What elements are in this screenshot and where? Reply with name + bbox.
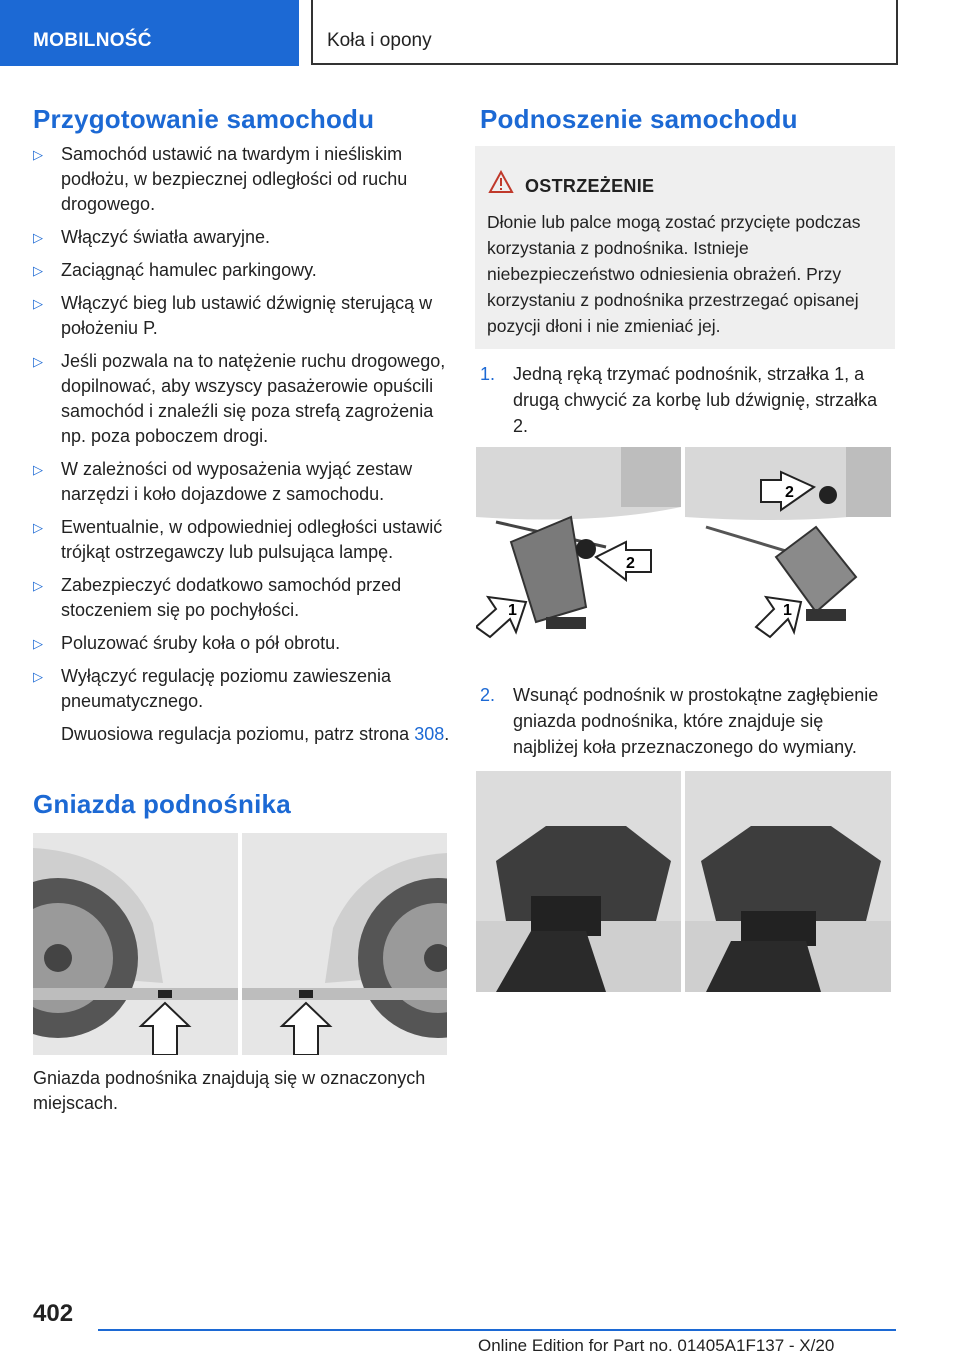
triangle-right-icon: ▷ [33, 230, 43, 245]
step-text: Jedną ręką trzymać podnośnik, strzałka 1, a drugą chwycić za korbę lub dźwignię, strzałka 2. [513, 364, 878, 436]
triangle-right-icon: ▷ [33, 669, 43, 684]
list-item: ▷ Samochód ustawić na twardym i nieśliskim podłożu, w bezpiecznej odległości od ruchu drogowego. [33, 144, 408, 214]
jack-placement-illustration [476, 771, 891, 992]
triangle-right-icon: ▷ [33, 354, 43, 369]
jack-placement-image [476, 771, 891, 992]
warning-triangle-icon [488, 170, 514, 194]
jack-points-caption: Gniazda podnośnika znajdują się w oznaczonych miejscach. [33, 1068, 426, 1113]
step-text: Wsunąć podnośnik w prostokątne zagłębienie gniazda podnośnika, które znajduje się najbliżej koła przeznaczonego do wymiany. [513, 685, 879, 757]
list-item: ▷ Jeśli pozwala na to natężenie ruchu drogowego, dopilnować, aby wszyscy pasażerowie opuścili samochód i znaleźli się poza strefą zagrożenia np. poza poboczem drogi. [33, 351, 446, 446]
step-number: 1. [480, 364, 496, 384]
triangle-right-icon: ▷ [33, 147, 43, 162]
jack-holding-image [476, 447, 891, 645]
lifting-title: Podnoszenie samochodu [480, 104, 798, 134]
section-tab [0, 0, 299, 66]
triangle-right-icon: ▷ [33, 263, 43, 278]
step-1 [480, 361, 890, 439]
jack-points-title: Gniazda podnośnika [33, 789, 291, 819]
triangle-right-icon: ▷ [33, 578, 43, 593]
warning-heading: OSTRZEŻENIE [525, 176, 655, 196]
warning-body: Dłonie lub palce mogą zostać przycięte podczas korzystania z podnośnika. Istnieje niebezpieczeństwo odniesienia obrażeń. Przy korzystaniu z podnośnika przestrzegać opisanej pozycji dłoni i nie zmieniać jej. [487, 212, 861, 336]
footer-divider [98, 1329, 896, 1331]
edition-note: Online Edition for Part no. 01405A1F137 - X/20 [478, 1336, 835, 1355]
page-number: 402 [33, 1300, 74, 1327]
list-item: ▷ W zależności od wyposażenia wyjąć zestaw narzędzi i koło dojazdowe z samochodu. [33, 459, 413, 504]
list-item: ▷ Ewentualnie, w odpowiedniej odległości ustawić trójkąt ostrzegawczy lub pulsująca lampę. [33, 517, 443, 562]
chapter-label: Koła i opony [327, 30, 432, 51]
list-item: ▷ Poluzować śruby koła o pół obrotu. [33, 631, 453, 656]
preparation-list [33, 142, 453, 747]
triangle-right-icon: ▷ [33, 462, 43, 477]
triangle-right-icon: ▷ [33, 520, 43, 535]
jack-points-image [33, 833, 447, 1055]
jack-points-illustration [33, 833, 447, 1055]
page-link[interactable]: 308 [414, 724, 445, 744]
list-item: ▷ Zaciągnąć hamulec parkingowy. [33, 258, 453, 283]
arrow-label: 2 [785, 484, 794, 501]
step-2 [480, 682, 890, 760]
list-item: ▷ Włączyć bieg lub ustawić dźwignię sterującą w położeniu P. [33, 293, 433, 338]
list-item: ▷ Wyłączyć regulację poziomu zawieszenia pneumatycznego. [33, 666, 391, 711]
chapter-tab [311, 0, 898, 65]
warning-box [475, 146, 895, 349]
arrow-label: 1 [508, 602, 517, 619]
list-item: ▷ Zabezpieczyć dodatkowo samochód przed stoczeniem się po pochyłości. [33, 575, 402, 620]
step-number: 2. [480, 685, 496, 705]
arrow-label: 2 [626, 555, 635, 572]
section-label: MOBILNOŚĆ [33, 30, 152, 51]
arrow-label: 1 [783, 602, 792, 619]
triangle-right-icon: ▷ [33, 636, 43, 651]
triangle-right-icon: ▷ [33, 296, 43, 311]
preparation-title: Przygotowanie samochodu [33, 104, 375, 134]
cross-reference-note: Dwuosiowa regulacja poziomu, patrz strona 308. [61, 724, 450, 744]
list-item: ▷ Włączyć światła awaryjne. [33, 225, 453, 250]
jack-holding-illustration [476, 447, 891, 645]
